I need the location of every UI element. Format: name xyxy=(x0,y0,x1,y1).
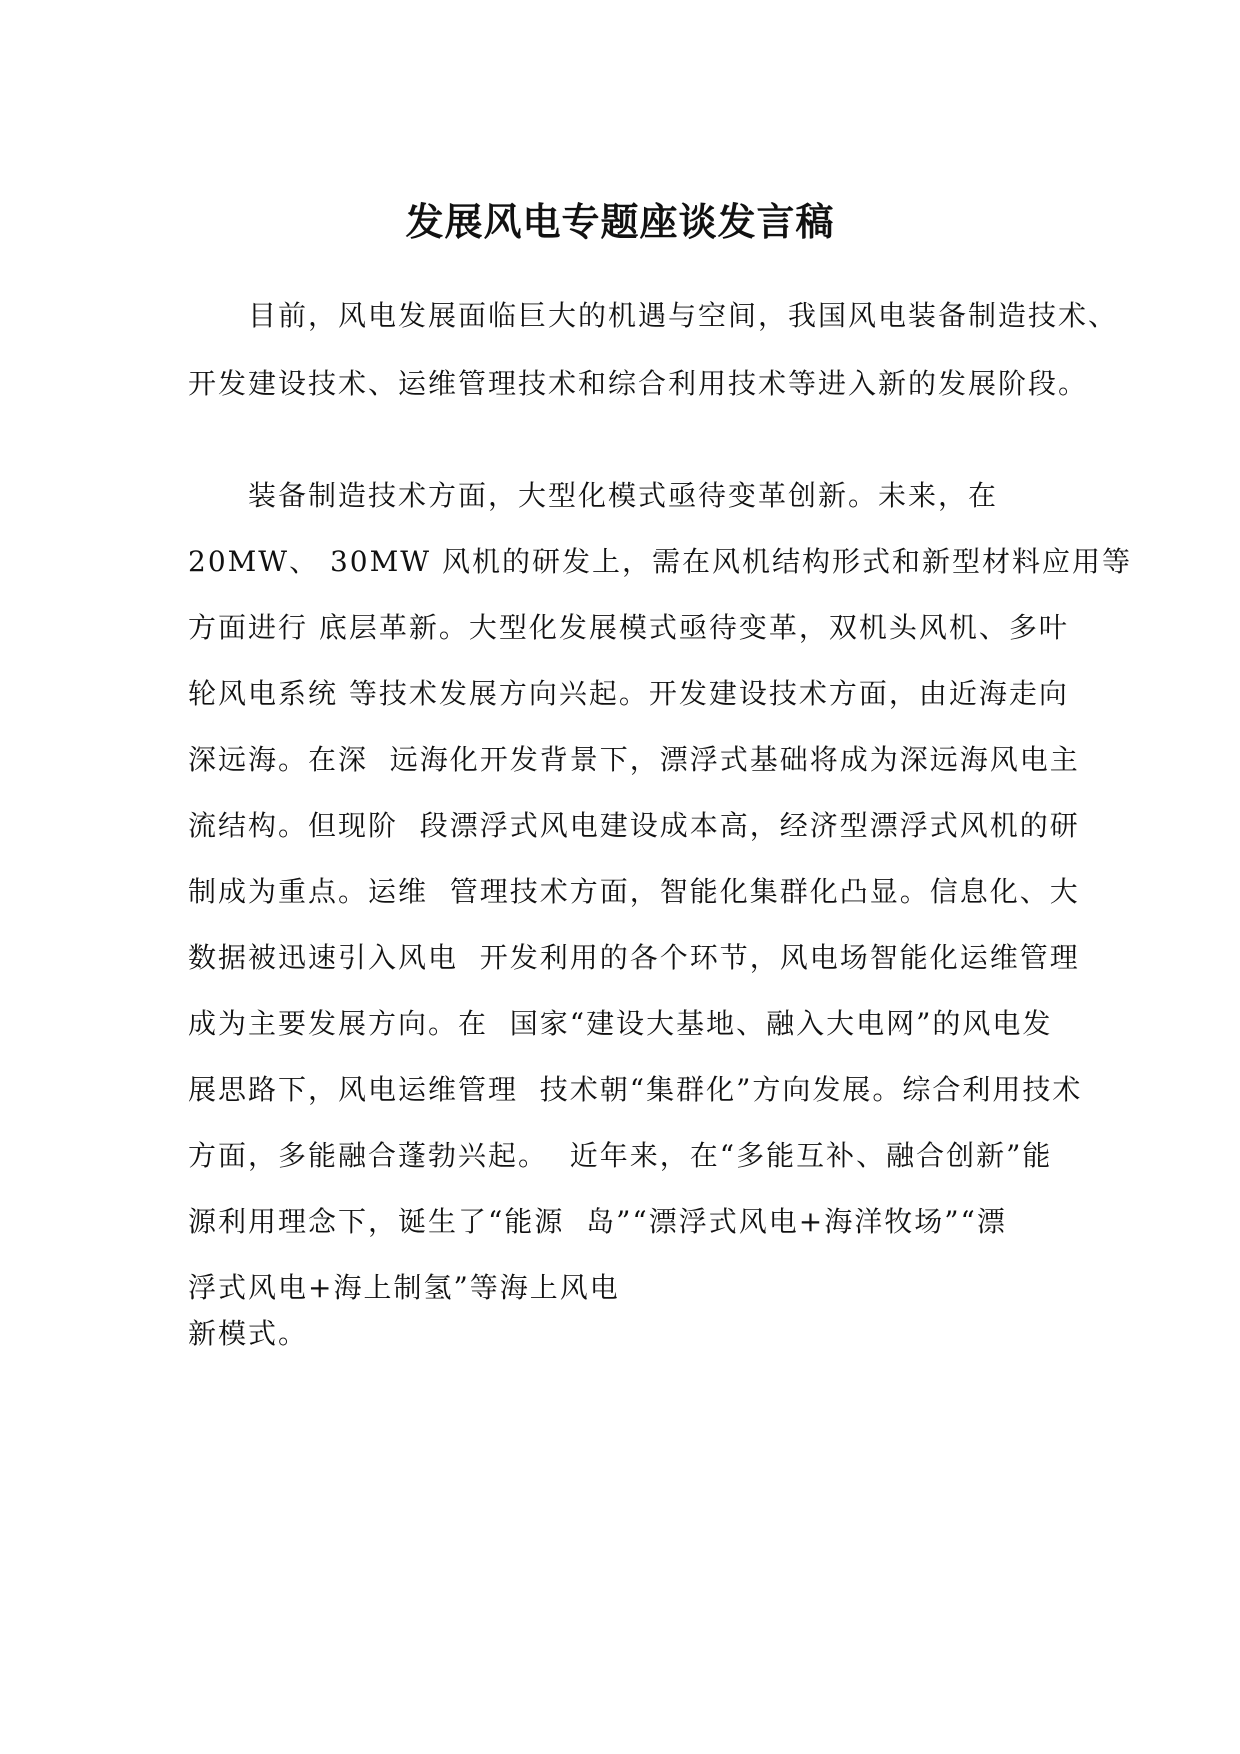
paragraph-line: 装备制造技术方面，大型化模式亟待变革创新。未来，在 xyxy=(188,479,999,512)
document-title: 发展风电专题座谈发言稿 xyxy=(405,200,835,244)
paragraph-line: 流结构。但现阶 段漂浮式风电建设成本高，经济型漂浮式风机的研 xyxy=(188,809,1080,842)
paragraph-line: 目前，风电发展面临巨大的机遇与空间，我国风电装备制造技术、 xyxy=(188,299,1119,332)
paragraph-line: 数据被迅速引入风电 开发利用的各个环节，风电场智能化运维管理 xyxy=(188,941,1080,974)
paragraph-line: 制成为重点。运维 管理技术方面，智能化集群化凸显。信息化、大 xyxy=(188,875,1080,908)
paragraph-line: 新模式。 xyxy=(188,1317,309,1350)
paragraph-line: 浮式风电+海上制氢”等海上风电 xyxy=(188,1271,620,1304)
paragraph-line: 轮风电系统 等技术发展方向兴起。开发建设技术方面，由近海走向 xyxy=(188,677,1069,710)
paragraph-line: 成为主要发展方向。在 国家“建设大基地、融入大电网”的风电发 xyxy=(188,1007,1053,1040)
paragraph-line: 深远海。在深 远海化开发背景下，漂浮式基础将成为深远海风电主 xyxy=(188,743,1080,776)
paragraph-line: 方面进行 底层革新。大型化发展模式亟待变革，双机头风机、多叶 xyxy=(188,611,1069,644)
paragraph-line: 20MW、 30MW 风机的研发上，需在风机结构形式和新型材料应用等 xyxy=(188,545,1132,578)
paragraph-line: 源利用理念下，诞生了“能源 岛”“漂浮式风电+海洋牧场”“漂 xyxy=(188,1205,1007,1238)
paragraph-line: 开发建设技术、运维管理技术和综合利用技术等进入新的发展阶段。 xyxy=(188,367,1089,400)
paragraph-line: 展思路下，风电运维管理 技术朝“集群化”方向发展。综合利用技术 xyxy=(188,1073,1083,1106)
paragraph-line: 方面，多能融合蓬勃兴起。 近年来，在“多能互补、融合创新”能 xyxy=(188,1139,1053,1172)
